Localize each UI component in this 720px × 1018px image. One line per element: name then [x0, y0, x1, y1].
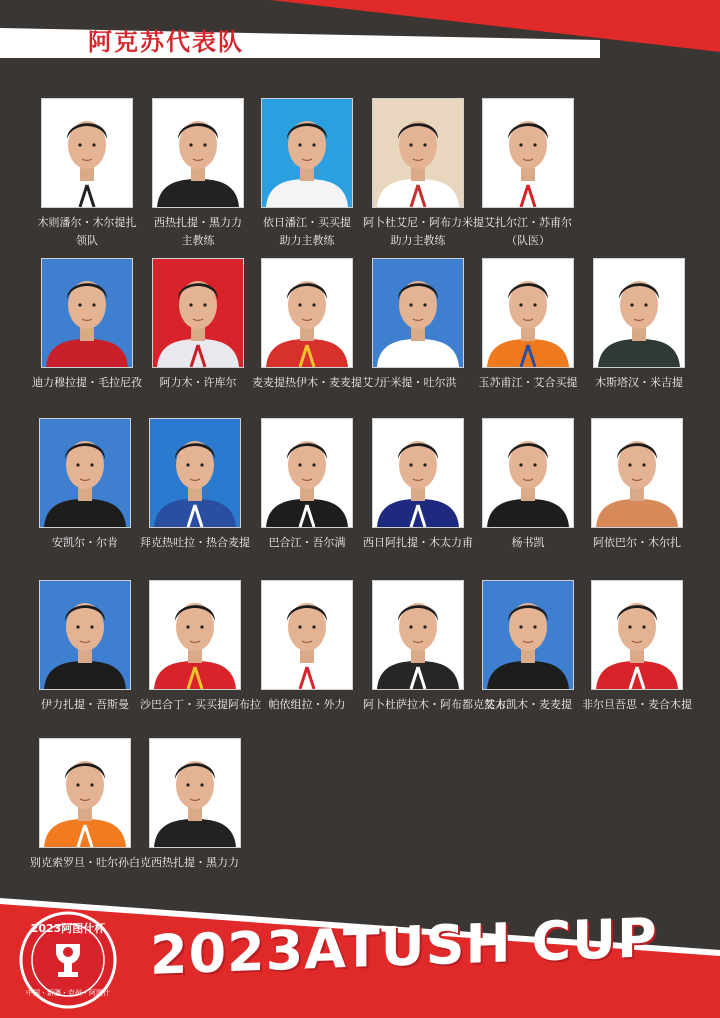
player-card	[140, 738, 250, 872]
player-name: 西热扎提・黑力力	[154, 216, 242, 229]
portrait-icon	[150, 581, 240, 689]
player-card	[473, 418, 583, 552]
player-name: 麦麦提热伊木・麦麦提艾力	[252, 376, 384, 389]
player-card	[32, 258, 142, 392]
portrait-icon	[483, 99, 573, 207]
player-card	[363, 580, 506, 714]
player-photo	[372, 580, 464, 690]
player-name: 阿依巴尔・木尔扎	[593, 536, 681, 549]
player-card	[30, 738, 151, 872]
player-photo	[149, 418, 241, 528]
player-name: 迪力穆拉提・毛拉尼孜	[32, 376, 142, 389]
portrait-icon	[592, 581, 682, 689]
portrait-icon	[373, 581, 463, 689]
player-photo	[261, 258, 353, 368]
portrait-icon	[262, 99, 352, 207]
portrait-icon	[483, 259, 573, 367]
player-card	[582, 418, 692, 552]
player-name: 别克索罗旦・吐尔孙白克	[30, 856, 151, 869]
player-card	[143, 98, 253, 250]
player-card	[252, 98, 362, 250]
player-card	[473, 258, 583, 392]
player-name: 依日潘江・买买提	[263, 216, 351, 229]
player-photo	[591, 580, 683, 690]
portrait-icon	[483, 581, 573, 689]
player-card	[473, 580, 583, 714]
player-role: 助力主教练	[279, 234, 335, 247]
player-photo	[261, 98, 353, 208]
player-card	[140, 580, 261, 714]
player-name: 杨书凯	[511, 536, 545, 549]
player-photo	[482, 258, 574, 368]
player-card	[252, 580, 362, 714]
player-name: 伊力扎提・吾斯曼	[41, 698, 129, 711]
portrait-icon	[262, 581, 352, 689]
player-name: 西日阿扎提・木太力甫	[363, 536, 473, 549]
player-photo	[41, 98, 133, 208]
player-photo	[593, 258, 685, 368]
player-card	[32, 98, 142, 250]
player-name: 巴合江・吾尔满	[268, 536, 346, 549]
portrait-icon	[40, 739, 130, 847]
portrait-icon	[153, 259, 243, 367]
portrait-icon	[262, 259, 352, 367]
player-card	[363, 258, 473, 392]
portrait-icon	[592, 419, 682, 527]
portrait-icon	[373, 99, 463, 207]
logo-subtext: 中国・新疆・克州・阿图什	[26, 989, 110, 997]
player-name: 阿卜杜萨拉木・阿布都克然木	[363, 698, 506, 711]
player-card	[140, 418, 250, 552]
portrait-icon	[40, 419, 130, 527]
player-name: 木则潘尔・木尔提扎	[37, 216, 137, 229]
portrait-icon	[373, 419, 463, 527]
player-photo	[261, 580, 353, 690]
player-name: 木斯塔汉・米吉提	[595, 376, 683, 389]
player-photo	[372, 98, 464, 208]
portrait-icon	[483, 419, 573, 527]
portrait-icon	[40, 581, 130, 689]
player-name: 非尔旦吾思・麦合木提	[582, 698, 692, 711]
player-card	[30, 418, 140, 552]
player-name: 玉苏甫江・艾合买提	[478, 376, 578, 389]
player-photo	[39, 580, 131, 690]
player-role: （队医）	[506, 234, 550, 247]
cup-logo	[18, 910, 118, 1010]
player-card	[582, 580, 692, 714]
player-name: 西热扎提・黑力力	[151, 856, 239, 869]
player-name: 阿力木・许库尔	[159, 376, 237, 389]
player-name: 于米提・吐尔洪	[379, 376, 457, 389]
portrait-icon	[42, 99, 132, 207]
player-card	[584, 258, 694, 392]
player-name: 拜克热吐拉・热合麦提	[140, 536, 250, 549]
logo-text: 2023阿图什杯	[30, 922, 106, 935]
player-photo	[152, 258, 244, 368]
player-card	[252, 418, 362, 552]
player-card	[363, 418, 473, 552]
cup-title: 2023ATUSH CUP	[150, 906, 658, 987]
player-role: 领队	[76, 234, 98, 247]
player-name: 安凯尔・尔肯	[52, 536, 118, 549]
player-card	[363, 98, 484, 250]
player-card	[252, 258, 384, 392]
player-photo	[591, 418, 683, 528]
player-photo	[152, 98, 244, 208]
player-card	[473, 98, 583, 250]
player-card	[143, 258, 253, 392]
player-name: 沙巴合丁・买买提阿布拉	[140, 698, 261, 711]
player-name: 帕依组拉・外力	[268, 698, 346, 711]
player-photo	[372, 418, 464, 528]
player-photo	[149, 738, 241, 848]
player-photo	[482, 418, 574, 528]
player-photo	[482, 580, 574, 690]
player-photo	[372, 258, 464, 368]
player-role: 助力主教练	[390, 234, 446, 247]
player-card	[30, 580, 140, 714]
player-photo	[482, 98, 574, 208]
player-name: 艾力凯木・麦麦提	[484, 698, 572, 711]
player-photo	[39, 738, 131, 848]
portrait-icon	[153, 99, 243, 207]
player-photo	[261, 418, 353, 528]
player-photo	[41, 258, 133, 368]
player-photo	[149, 580, 241, 690]
portrait-icon	[594, 259, 684, 367]
player-name: 艾扎尔江・苏甫尔	[484, 216, 572, 229]
portrait-icon	[373, 259, 463, 367]
player-role: 主教练	[181, 234, 215, 247]
portrait-icon	[42, 259, 132, 367]
portrait-icon	[150, 419, 240, 527]
player-photo	[39, 418, 131, 528]
player-name: 阿卜杜艾尼・阿布力米提	[363, 216, 484, 229]
portrait-icon	[150, 739, 240, 847]
portrait-icon	[262, 419, 352, 527]
team-title: 阿克苏代表队	[88, 28, 244, 56]
